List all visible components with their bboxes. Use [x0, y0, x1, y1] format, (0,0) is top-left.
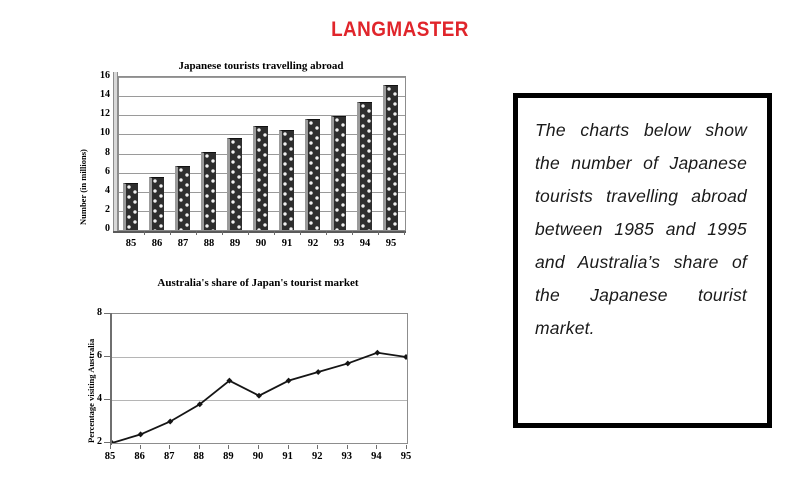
- x-tick-mark: [317, 445, 318, 449]
- gridline: [119, 77, 405, 78]
- y-tick-label: 12: [100, 108, 110, 120]
- y-tick-label: 8: [105, 146, 110, 158]
- bar: [123, 183, 138, 230]
- x-tick-label: 89: [223, 451, 234, 462]
- line-chart-plot-area: [110, 313, 408, 444]
- y-tick-mark: [104, 356, 110, 357]
- data-point-marker: [256, 393, 262, 399]
- x-tick-mark: [110, 445, 111, 449]
- data-point-marker: [374, 350, 380, 356]
- bar-chart-y-axis-label: Number (in millions): [78, 149, 88, 225]
- line-chart-series: [111, 314, 407, 443]
- bar: [279, 130, 294, 230]
- x-tick-label: 85: [104, 451, 116, 462]
- x-tick-label: 88: [203, 238, 215, 249]
- x-tick-label: 92: [311, 451, 323, 462]
- bar-chart-x-axis-line: [113, 231, 406, 233]
- x-tick-mark: [378, 231, 379, 235]
- x-tick-label: 90: [255, 238, 267, 249]
- x-tick-label: 91: [281, 238, 293, 249]
- bar: [201, 152, 216, 230]
- x-tick-mark: [288, 445, 289, 449]
- x-tick-mark: [404, 231, 405, 235]
- bar: [383, 85, 398, 230]
- y-tick-label: 16: [100, 70, 110, 81]
- y-tick-mark: [104, 442, 110, 443]
- line-chart-y-axis-label: Percentage visiting Australia: [86, 338, 96, 443]
- bar-chart-plot-area: [118, 76, 406, 231]
- task-prompt-box: [513, 93, 772, 428]
- x-tick-mark: [228, 445, 229, 449]
- x-tick-mark: [199, 445, 200, 449]
- x-tick-mark: [140, 445, 141, 449]
- x-tick-label: 93: [341, 451, 353, 462]
- x-tick-mark: [326, 231, 327, 235]
- gridline: [119, 96, 405, 97]
- x-tick-mark: [144, 231, 145, 235]
- x-tick-label: 88: [193, 451, 205, 462]
- x-tick-label: 91: [282, 451, 293, 462]
- x-tick-label: 95: [400, 451, 412, 462]
- task-prompt-text: The charts below show the number of Japanese tourists travelling abroad between 1985 and 1995 and Australia’s share of the Japanese tourist market.: [535, 120, 747, 338]
- line-chart-title: Australia's share of Japan's tourist market: [157, 277, 359, 289]
- y-tick-mark: [104, 313, 110, 314]
- y-tick-label: 2: [105, 203, 110, 215]
- line-chart-y-axis-line: [110, 313, 112, 445]
- data-point-marker: [138, 431, 144, 437]
- y-tick-label: 4: [97, 393, 102, 404]
- x-tick-label: 95: [385, 238, 397, 249]
- bar: [175, 166, 190, 230]
- x-tick-mark: [406, 445, 407, 449]
- x-tick-label: 87: [177, 238, 189, 249]
- y-tick-mark: [104, 399, 110, 400]
- y-tick-label: 2: [97, 436, 102, 447]
- x-tick-label: 87: [163, 451, 175, 462]
- x-tick-mark: [170, 231, 171, 235]
- line-chart-australia-share: [0, 265, 470, 500]
- y-tick-label: 14: [100, 89, 110, 101]
- x-tick-label: 94: [371, 451, 382, 462]
- bar: [305, 119, 320, 230]
- x-tick-mark: [248, 231, 249, 235]
- x-tick-label: 85: [125, 238, 137, 249]
- y-tick-label: 6: [97, 350, 102, 361]
- x-tick-label: 92: [307, 238, 319, 249]
- bar: [357, 102, 372, 230]
- data-point-marker: [403, 354, 407, 360]
- x-tick-mark: [347, 445, 348, 449]
- bar: [149, 177, 164, 230]
- data-point-marker: [286, 378, 292, 384]
- x-tick-mark: [196, 231, 197, 235]
- bar-chart-y-axis-spine: [113, 72, 118, 231]
- y-tick-label: 0: [105, 223, 110, 234]
- x-tick-mark: [222, 231, 223, 235]
- bar: [331, 116, 346, 230]
- bar-chart-japanese-tourists: [0, 0, 470, 265]
- bar: [227, 138, 242, 230]
- bar-chart-title: Japanese tourists travelling abroad: [178, 60, 344, 72]
- x-tick-label: 86: [151, 238, 163, 249]
- x-tick-mark: [274, 231, 275, 235]
- x-tick-label: 86: [134, 451, 145, 462]
- x-tick-label: 93: [333, 238, 345, 249]
- x-tick-label: 90: [252, 451, 264, 462]
- x-tick-label: 89: [229, 238, 241, 249]
- x-tick-mark: [352, 231, 353, 235]
- y-tick-label: 6: [105, 165, 110, 177]
- data-point-marker: [315, 369, 321, 375]
- x-tick-mark: [258, 445, 259, 449]
- bar: [253, 126, 268, 230]
- y-tick-label: 4: [105, 184, 110, 196]
- data-point-marker: [345, 360, 351, 366]
- langmaster-logo: LANGMASTER: [331, 18, 469, 41]
- x-tick-mark: [376, 445, 377, 449]
- x-tick-mark: [300, 231, 301, 235]
- y-tick-label: 10: [100, 127, 110, 139]
- y-tick-label: 8: [97, 307, 102, 318]
- x-tick-label: 94: [359, 238, 371, 249]
- x-tick-mark: [169, 445, 170, 449]
